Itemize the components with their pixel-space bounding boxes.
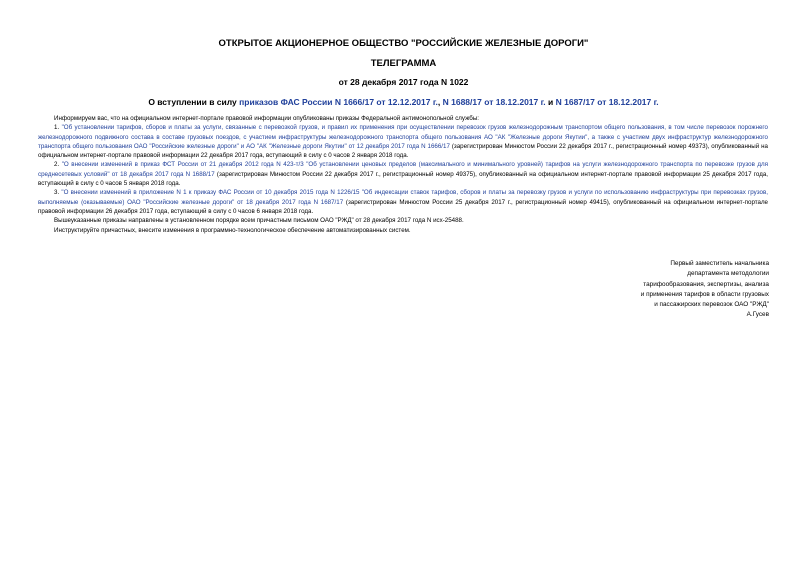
item-number: 2. bbox=[54, 161, 62, 169]
item-2-link-title[interactable]: "Об установлении ценовых пределов (максимального и минимального уровней) тарифов на услуги железнодорожного транспорта по перевозке грузов для среднесетевых условий" от 18 декабря 2017 года N 1688/17 bbox=[38, 161, 768, 178]
item-1-link[interactable]: "Об установлении тарифов, сборов и платы за услуги, связанные с перевозкой грузов, и правил их применения при осуществлении перевозок грузов железнодорожным транспортом общего пользования, в том числе перевозок порожнего железнодорожного подвижного состава в составе грузовых поездов, с участием инфраструктуры железнодорожного транспорта общего пользования АО "АК "Железные дороги Якутии", а также с участием двух инфраструктур железнодорожного транспорта общего пользования ОАО "Российские железные дороги" и АО "АК "Железные дороги Якутии" от 12 декабря 2017 года N 1666/17 bbox=[38, 124, 768, 150]
item-1-paragraph bbox=[38, 123, 768, 160]
signature-line: и пассажирских перевозок ОАО "РЖД" bbox=[654, 301, 769, 309]
subject-separator: и bbox=[545, 97, 556, 107]
subject-link-order-1688[interactable]: N 1688/17 от 18.12.2017 г. bbox=[442, 97, 546, 107]
dispatch-paragraph: Вышеуказанные приказы направлены в установленном порядке всем причастным письмом ОАО "РЖД" от 28 декабря 2017 года N исх-25488. bbox=[54, 217, 464, 225]
item-2-link[interactable]: "О внесении изменений в приказ ФСТ России от 21 декабря 2012 года N 423-т/3 bbox=[61, 161, 304, 169]
instruction-paragraph: Инструктируйте причастных, внесите изменения в программно-технологическое обеспечение автоматизированных систем. bbox=[54, 226, 411, 234]
item-number: 3. bbox=[54, 189, 62, 197]
item-1-text: (зарегистрирован Минюстом России 22 декабря 2017 г., регистрационный номер 49373), опубликованный на официальном интернет-портале правовой информации 22 декабря 2017 года, вступающий в силу с 0 часов 2 января 2018 года. bbox=[38, 142, 768, 160]
item-number: 1. bbox=[54, 124, 62, 132]
document-type: ТЕЛЕГРАММА bbox=[370, 58, 437, 69]
intro-paragraph: Информируем вас, что на официальном интернет-портале правовой информации опубликованы приказы Федеральной антимонопольной службы: bbox=[54, 115, 479, 122]
item-3-text: (зарегистрирован Минюстом России 25 декабря 2017 г., регистрационный номер 49415), опубликованный на официальном интернет-портале правовой информации 26 декабря 2017 года, вступающий в силу с 0 часов 6 января 2018 года. bbox=[38, 198, 769, 215]
signature-line: и применения тарифов в области грузовых bbox=[640, 290, 769, 298]
item-3-link[interactable]: "О внесении изменений в приложение N 1 к приказу ФАС России от 10 декабря 2015 года N 1226/15 bbox=[61, 189, 360, 197]
signature-line: департамента методологии bbox=[687, 270, 769, 278]
subject-prefix: О вступлении в силу bbox=[148, 97, 240, 107]
subject-separator: , bbox=[437, 97, 443, 107]
subject-link-order-1687[interactable]: N 1687/17 от 18.12.2017 г. bbox=[555, 97, 659, 107]
item-3-link-title[interactable]: "Об индексации ставок тарифов, сборов и платы за перевозку грузов и услуги по использованию инфраструктуры при перевозках грузов, выполняемые (оказываемые) ОАО "Российские железные дороги" от 18 декабря 2017 года N 1687/17 bbox=[38, 189, 768, 206]
item-2-paragraph bbox=[38, 160, 768, 188]
item-3-paragraph bbox=[38, 188, 768, 216]
signer-name: А.Гусев bbox=[746, 311, 769, 319]
subject-link-order-1666[interactable]: приказов ФАС России N 1666/17 от 12.12.2017 г. bbox=[239, 97, 438, 107]
document-subject bbox=[0, 97, 807, 107]
signature-line: Первый заместитель начальника bbox=[670, 260, 769, 267]
signature-line: тарифообразования, экспертизы, анализа bbox=[643, 280, 769, 288]
document-date: от 28 декабря 2017 года N 1022 bbox=[338, 77, 469, 87]
document-body bbox=[38, 114, 768, 235]
item-2-text: (зарегистрирован Минюстом России 22 декабря 2017 г., регистрационный номер 49375), опубликованный на официальном интернет-портале правовой информации 25 декабря 2017 года, вступающий в силу с 0 часов 5 января 2018 года. bbox=[38, 170, 768, 188]
signature-block bbox=[549, 259, 769, 321]
organization-title: ОТКРЫТОЕ АКЦИОНЕРНОЕ ОБЩЕСТВО "РОССИЙСКИЕ ЖЕЛЕЗНЫЕ ДОРОГИ" bbox=[218, 38, 589, 49]
